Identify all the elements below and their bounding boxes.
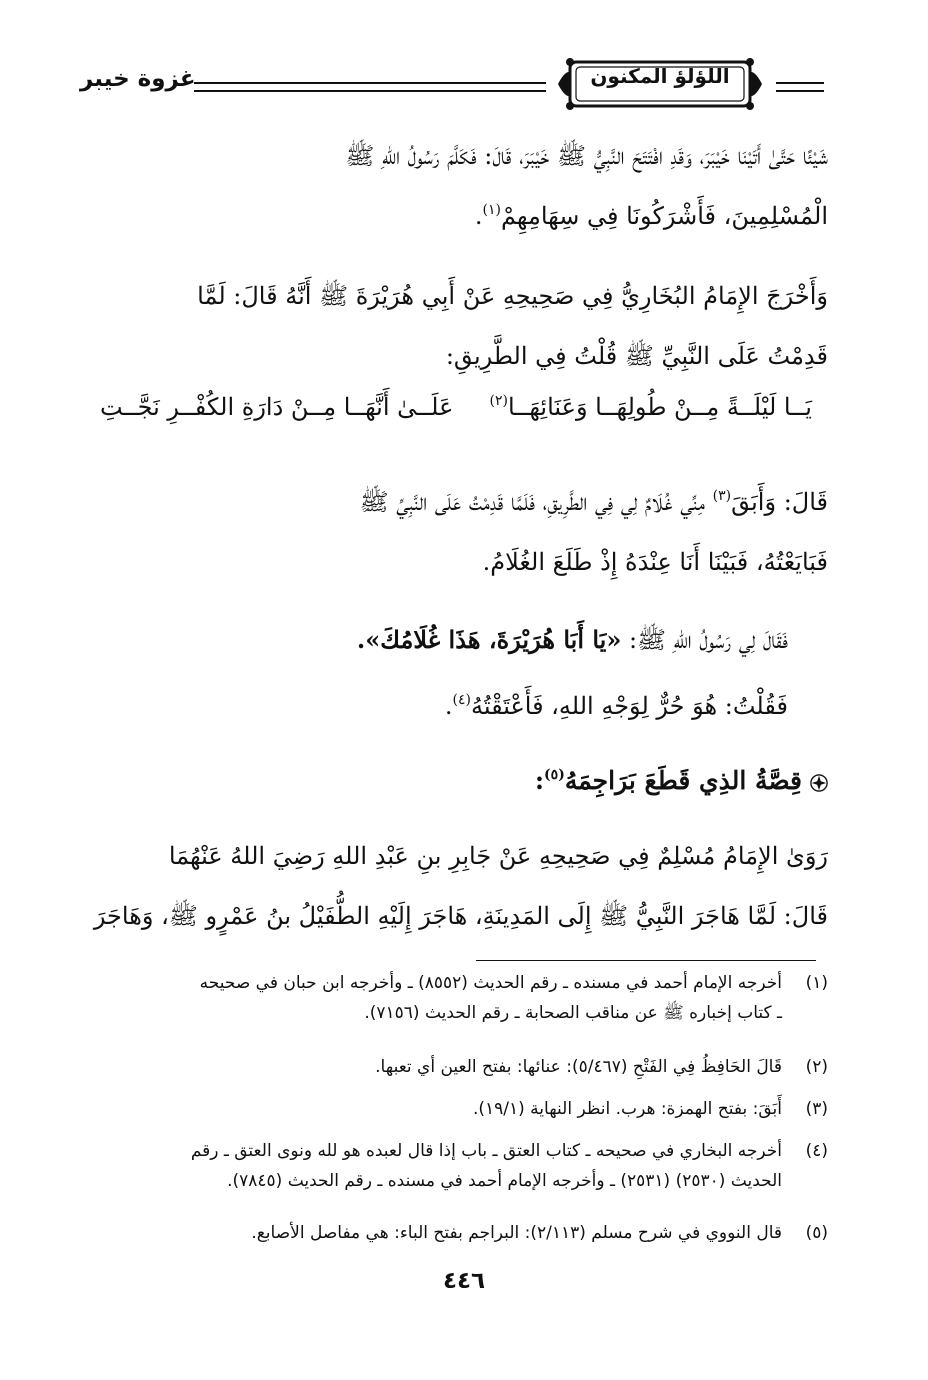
text-line: وَأَخْرَجَ الإِمَامُ البُخَارِيُّ فِي صَحِيحِهِ عَنْ أَبِي هُرَيْرَةَ ﷺ أَنَّهُ قَالَ: لَمَّا (197, 282, 828, 310)
footnote-3 (78, 1094, 828, 1124)
footnote-text: أَبَقَ: بفتح الهمزة: هرب. انظر النهاية (١٩/١). (472, 1099, 782, 1119)
footnote-number: (٤) (805, 1141, 828, 1161)
text-line: رَوَىٰ الإِمَامُ مُسْلِمٌ فِي صَحِيحِهِ عَنْ جَابِرِ بنِ عَبْدِ اللهِ رَضِيَ اللهُ عَنْهُمَا (168, 842, 828, 870)
text-line (78, 610, 788, 670)
footnote-text: أخرجه الإمام أحمد في مسنده ـ رقم الحديث (٨٥٥٢) ـ وأخرجه ابن حبان في صحيحه (199, 973, 782, 993)
text-line (78, 186, 828, 246)
paragraph-4 (78, 610, 828, 736)
footnote-text: أخرجه البخاري في صحيحه ـ كتاب العتق ـ باب إذا قال لعبده هو لله ونوى العتق ـ رقم (190, 1141, 782, 1161)
footnote-separator (476, 960, 816, 961)
footnote-5 (78, 1218, 828, 1248)
footnote-2 (78, 1052, 828, 1082)
footnote-number: (١) (805, 973, 828, 993)
footnote-ref-5[interactable]: (٥) (544, 767, 565, 783)
section-title-text: قِصَّةُ الذِي قَطَعَ بَرَاجِمَهُ (564, 766, 802, 795)
footnote-ref-4[interactable]: (٤) (452, 692, 471, 708)
paragraph-3 (78, 472, 828, 592)
paragraph-5 (78, 826, 828, 946)
paragraph-2 (78, 266, 828, 386)
header-rule-left (194, 82, 546, 92)
prophet-quote: «يَا أَبَا هُرَيْرَةَ، هَذَا غُلَامُكَ». (356, 625, 622, 654)
text-line: قَالَ: لَمَّا هَاجَرَ النَّبِيُّ ﷺ إِلَى المَدِينَةِ، هَاجَرَ إِلَيْهِ الطُّفَيْلُ بنُ عَمْرٍو ﷺ، وَهَاجَرَ (93, 902, 828, 930)
footnote-number: (٥) (805, 1223, 828, 1243)
text-span: : (534, 766, 545, 795)
text-span: فَقُلْتُ: هُوَ حُرٌّ لِوَجْهِ اللهِ، فَأَعْتَقْتُهُ (470, 692, 788, 720)
verse-second-hemistich: عَلَــىٰ أَنَّهَــا مِــنْ دَارَةِ الكُفْــرِ نَجَّــتِ (100, 393, 454, 421)
text-span: . (444, 692, 453, 720)
footnote-number: (٢) (805, 1057, 828, 1077)
footnote-text: قَالَ الحَافِظُ فِي الفَتْحِ (٥/٤٦٧): عنائها: بفتح العين أي تعبها. (375, 1057, 782, 1077)
footnote-text: الحديث (٢٥٣٠) (٢٥٣١) ـ وأخرجه الإمام أحمد في مسنده ـ رقم الحديث (٧٨٤٥). (227, 1171, 782, 1191)
text-span: فَقَالَ لِي رَسُولُ اللهِ ﷺ: (621, 626, 788, 654)
footnote-ref-3[interactable]: (٣) (712, 488, 732, 504)
section-heading (78, 766, 828, 795)
text-span: الْمُسْلِمِينَ، فَأَشْرَكُونَا فِي سِهَامِهِمْ (500, 202, 828, 230)
running-head-book-title: اللؤلؤ المكنون (590, 64, 730, 88)
footnote-4 (78, 1136, 828, 1196)
text-span: . (474, 202, 483, 230)
text-line (78, 676, 788, 736)
text-line: شَيْئًا حَتَّىٰ أَتَيْنَا خَيْبَرَ، وَقَدِ افْتَتَحَ النَّبِيُّ ﷺ خَيْبَرَ، قَالَ: فَكَلَّمَ رَسُولُ اللهِ ﷺ (345, 142, 828, 170)
flower-bullet-icon (810, 774, 828, 792)
footnote-number: (٣) (805, 1099, 828, 1119)
text-line: فَبَايَعْتُهُ، فَبَيْنَا أَنَا عِنْدَهُ إِذْ طَلَعَ الغُلَامُ. (482, 548, 828, 576)
poem-verse (100, 385, 812, 445)
text-span: قَالَ: وَأَبَقَ (731, 488, 828, 516)
footnote-text: ـ كتاب إخباره ﷺ عن مناقب الصحابة ـ رقم الحديث (٧١٥٦). (364, 1003, 782, 1023)
paragraph-1 (78, 126, 828, 246)
running-head-chapter: غزوة خيبر (80, 66, 196, 92)
page-number: ٤٤٦ (442, 1268, 486, 1294)
verse-first-hemistich (490, 393, 813, 421)
header-rule-right (776, 82, 824, 92)
text-span: مِنِّي غُلَامٌ لِي فِي الطَّرِيقِ، فَلَمَّا قَدِمْتُ عَلَى النَّبِيِّ ﷺ (359, 488, 713, 516)
footnote-text: قال النووي في شرح مسلم (٢/١١٣): البراجم بفتح الباء: هي مفاصل الأصابع. (251, 1223, 782, 1243)
text-line (78, 472, 828, 532)
footnote-ref-2[interactable]: (٢) (489, 393, 508, 409)
text-line: قَدِمْتُ عَلَى النَّبِيِّ ﷺ قُلْتُ فِي الطَّرِيقِ: (445, 342, 828, 370)
text-span: يَــا لَيْلَــةً مِــنْ طُولِهَــا وَعَنَائِهَــا (507, 393, 812, 421)
footnote-1 (78, 968, 828, 1028)
footnote-ref-1[interactable]: (١) (482, 202, 501, 218)
